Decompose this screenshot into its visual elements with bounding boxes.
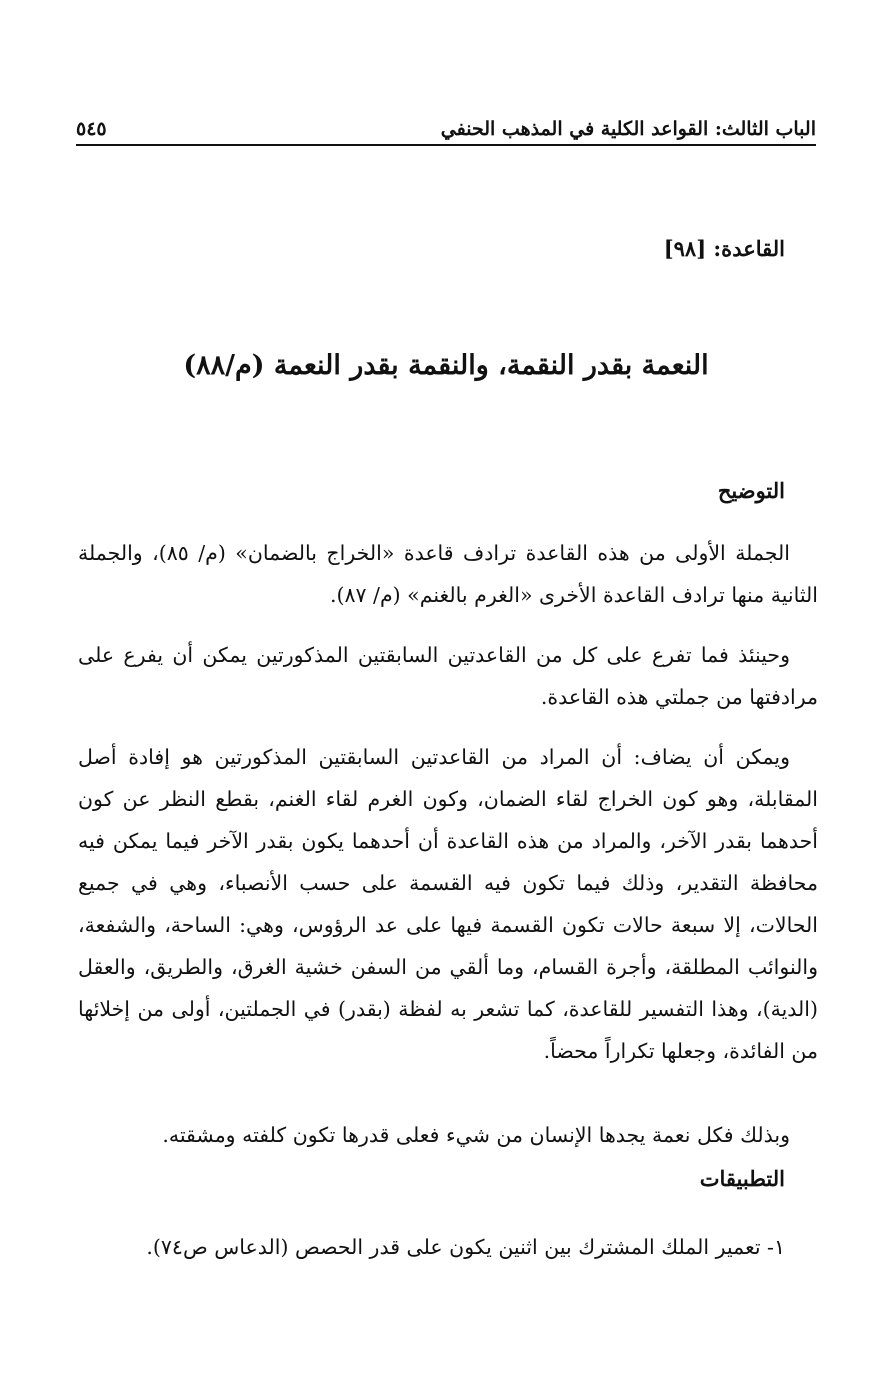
explanation-heading: التوضيح <box>717 478 785 503</box>
explanation-paragraph-4: وبذلك فكل نعمة يجدها الإنسان من شيء فعلى قدرها تكون كلفته ومشقته. <box>162 1123 790 1147</box>
running-header <box>76 108 816 146</box>
page-number: ٥٤٥ <box>76 118 107 140</box>
explanation-paragraph-2: وحينئذ فما تفرع على كل من القاعدتين السابقتين المذكورتين يمكن أن يفرع على مرادفتها من جملتي هذه القاعدة. <box>78 643 818 709</box>
explanation-paragraph-3: ويمكن أن يضاف: أن المراد من القاعدتين السابقتين المذكورتين هو إفادة أصل المقابلة، وهو كون الخراج لقاء الضمان، وكون الغرم لقاء الغنم، بقطع النظر عن كون أحدهما بقدر الآخر، والمراد من هذه القاعدة أن أحدهما يكون بقدر الآخر فيما يمكن فيه محافظة التقدير، وذلك فيما تكون فيه القسمة على حسب الأنصباء، وهي في جميع الحالات، إلا سبعة حالات تكون القسمة فيها على عد الرؤوس، وهي: الساحة، والشفعة، والنوائب المطلقة، وأجرة القسام، وما ألقي من السفن خشية الغرق، والطريق، والعقل (الدية)، وهذا التفسير للقاعدة، كما تشعر به لفظة (بقدر) في الجملتين، أولى من إخلائها من الفائدة، وجعلها تكراراً محضاً. <box>78 745 818 1063</box>
rule-title: النعمة بقدر النقمة، والنقمة بقدر النعمة (م/٨٨) <box>183 350 709 381</box>
explanation-paragraph-1: الجملة الأولى من هذه القاعدة ترادف قاعدة «الخراج بالضمان» (م/ ٨٥)، والجملة الثانية منها ترادف القاعدة الأخرى «الغرم بالغنم» (م/ ٨٧). <box>78 541 818 607</box>
rule-number-label: القاعدة: [٩٨] <box>663 236 785 261</box>
applications-heading: التطبيقات <box>699 1166 785 1191</box>
running-title: الباب الثالث: القواعد الكلية في المذهب الحنفي <box>440 118 816 140</box>
application-item-1: ١- تعمير الملك المشترك بين اثنين يكون على قدر الحصص (الدعاس ص٧٤). <box>146 1235 785 1259</box>
